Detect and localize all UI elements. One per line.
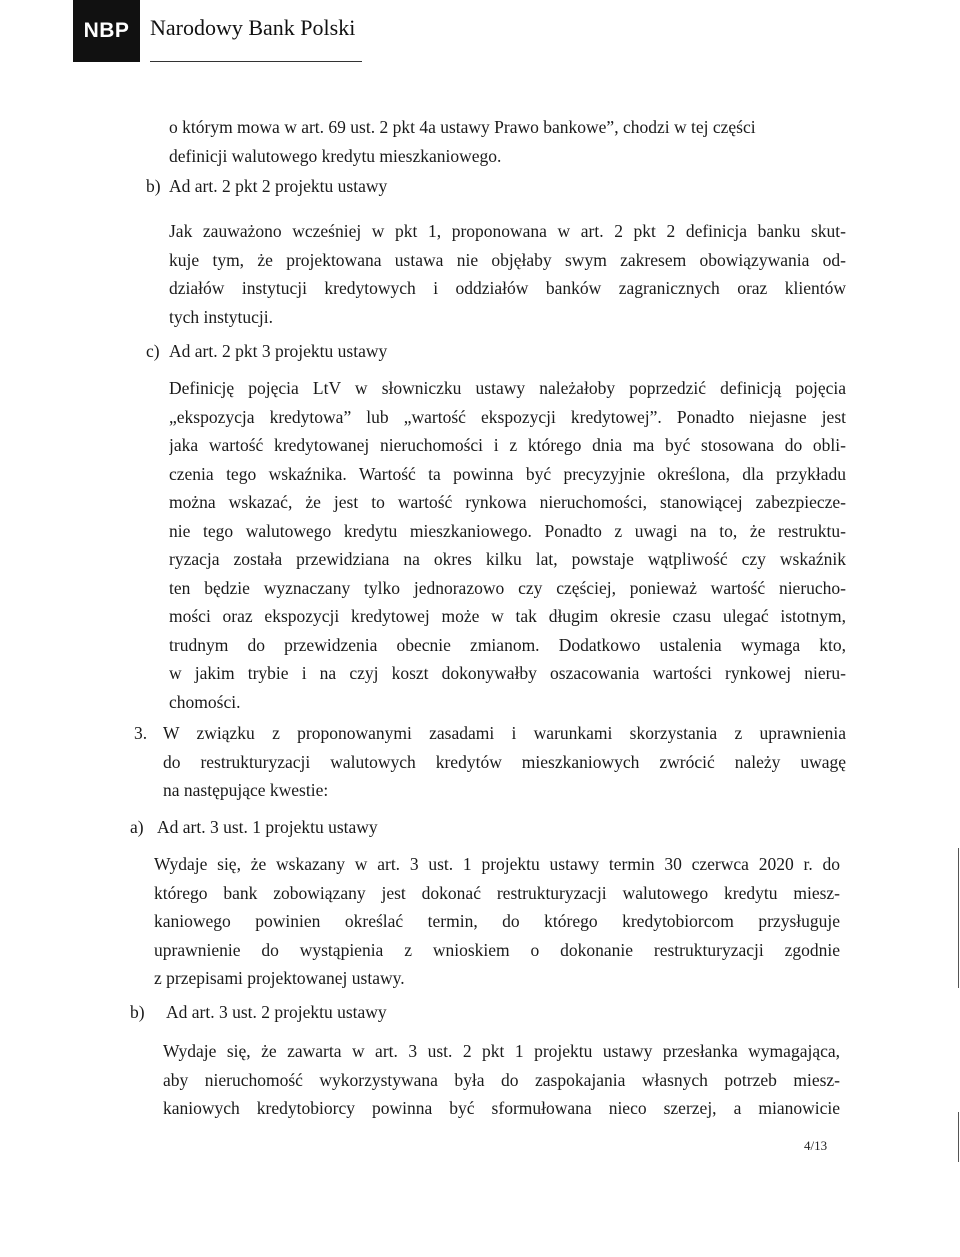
text-line: aby nieruchomość wykorzystywana była do zaspokajania własnych potrzeb miesz- <box>163 1069 840 1090</box>
list-marker-b3: b) <box>130 1002 145 1022</box>
list-marker-a: a) <box>130 817 144 837</box>
text-line: ten będzie wyznaczany tylko jednorazowo czy częściej, ponieważ wartość nierucho- <box>169 577 846 598</box>
section-c-heading <box>169 337 839 366</box>
text-line: czenia tego wskaźnika. Wartość ta powinna być precyzyjnie określona, dla przykładu <box>169 463 846 484</box>
text-line: definicji walutowego kredytu mieszkaniowego. <box>169 145 502 166</box>
text-line: Wydaje się, że zawarta w art. 3 ust. 2 pkt 1 projektu ustawy przesłanka wymagająca, <box>163 1041 840 1061</box>
text-line: chomości. <box>169 691 241 712</box>
margin-mark <box>958 848 959 988</box>
margin-mark <box>958 1112 959 1162</box>
section-a3-paragraph <box>154 850 840 993</box>
list-marker-3: 3. <box>134 723 148 743</box>
text-line: kaniowych kredytobiorcy powinna być sformułowana nieco szerzej, a mianowicie <box>163 1098 840 1118</box>
bank-name: Narodowy Bank Polski <box>150 15 356 40</box>
nbp-logo <box>73 0 140 62</box>
list-marker-b: b) <box>146 176 161 196</box>
text-line: nie tego walutowego kredytu mieszkaniowego. Ponadto z uwagi na to, że restruktu- <box>169 520 846 541</box>
section-heading: Ad art. 3 ust. 1 projektu ustawy <box>157 817 378 837</box>
section-b3-paragraph <box>163 1037 840 1123</box>
text-line: którego bank zobowiązany jest dokonać restrukturyzacji walutowego kredytu miesz- <box>154 882 840 903</box>
text-line: na następujące kwestie: <box>163 780 329 800</box>
text-line: jaka wartość kredytowanej nieruchomości i z którego dnia ma być stosowana do obli- <box>169 435 846 455</box>
text-line: trudnym do przewidzenia obecnie zmianom. Dodatkowo ustalenia wymaga kto, <box>169 634 846 655</box>
text-line: kuje tym, że projektowana ustawa nie objęłaby swym zakresem obowiązywania od- <box>169 249 846 270</box>
section-a3-heading <box>157 813 827 842</box>
text-line: w jakim trybie i na czyj koszt dokonywałby oszacowania wartości rynkowej nieru- <box>169 663 846 683</box>
section-b3-heading <box>166 998 836 1027</box>
text-line: W związku z proponowanymi zasadami i warunkami skorzystania z uprawnienia <box>163 723 846 743</box>
header-rule <box>150 61 362 62</box>
section-b-heading <box>169 172 839 201</box>
text-line: o którym mowa w art. 69 ust. 2 pkt 4a ustawy Prawo bankowe”, chodzi w tej części <box>169 117 756 137</box>
text-line: mości oraz ekspozycji kredytowej może w tak długim okresie czasu ulegać istotnym, <box>169 606 846 626</box>
text-line: można wskazać, że jest to wartość rynkowa nieruchomości, stanowiącej zabezpiecze- <box>169 492 846 512</box>
page-number: 4/13 <box>804 1138 828 1153</box>
section-heading: Ad art. 2 pkt 2 projektu ustawy <box>169 176 388 196</box>
logo-text: NBP <box>83 19 130 42</box>
section-c-paragraph <box>169 374 846 716</box>
text-line: tych instytucji. <box>169 306 274 327</box>
section-heading: Ad art. 3 ust. 2 projektu ustawy <box>166 1002 387 1022</box>
text-line: ryzacja została przewidziana na okres kilku lat, powstaje wątpliwość czy wskaźnik <box>169 549 846 569</box>
text-line: Definicję pojęcia LtV w słowniczku ustawy należałoby poprzedzić definicją pojęcia <box>169 378 846 398</box>
intro-paragraph <box>169 113 839 170</box>
text-line: „ekspozycja kredytowa” lub „wartość ekspozycji kredytowej”. Ponadto niejasne jest <box>169 406 846 427</box>
text-line: do restrukturyzacji walutowych kredytów mieszkaniowych zwrócić należy uwagę <box>163 751 846 772</box>
text-line: Wydaje się, że wskazany w art. 3 ust. 1 projektu ustawy termin 30 czerwca 2020 r. do <box>154 854 840 874</box>
text-line: Jak zauważono wcześniej w pkt 1, proponowana w art. 2 pkt 2 definicja banku skut- <box>169 221 846 241</box>
list-marker-c: c) <box>146 341 160 361</box>
text-line: z przepisami projektowanej ustawy. <box>154 968 405 988</box>
section-heading: Ad art. 2 pkt 3 projektu ustawy <box>169 341 388 361</box>
section-b-paragraph <box>169 217 846 331</box>
point-3-paragraph <box>163 719 846 805</box>
text-line: działów instytucji kredytowych i oddziałów banków zagranicznych oraz klientów <box>169 278 846 298</box>
text-line: uprawnienie do wystąpienia z wnioskiem o dokonanie restrukturyzacji zgodnie <box>154 939 840 960</box>
text-line: kaniowego powinien określać termin, do którego kredytobiorcom przysługuje <box>154 911 840 931</box>
